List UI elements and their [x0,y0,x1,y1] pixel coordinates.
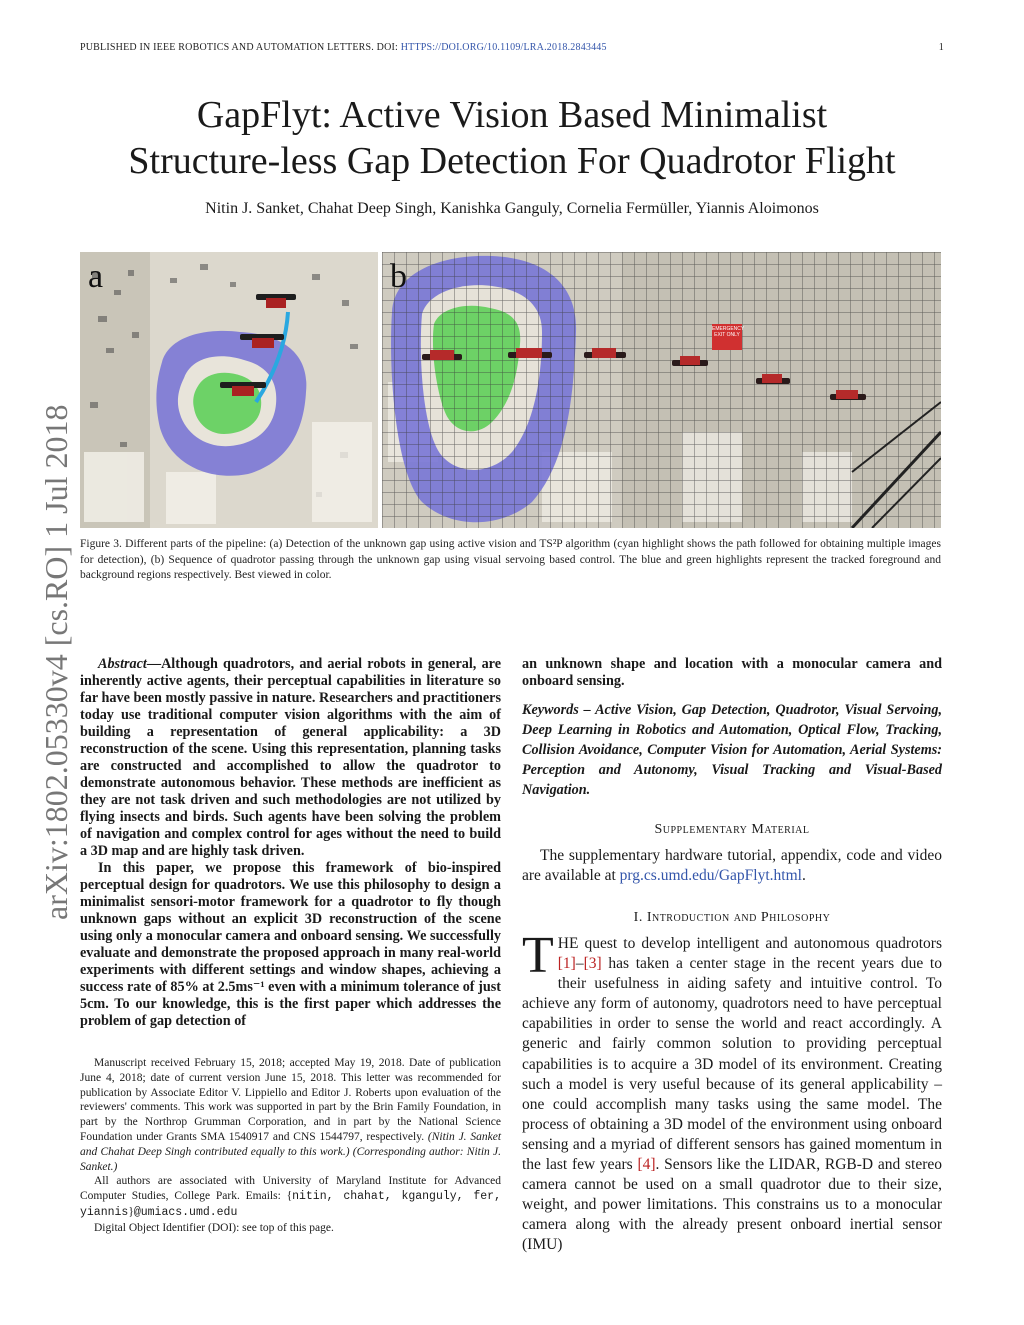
introduction-text [522,927,942,1256]
intro-text-c: . Sensors like the LIDAR, RGB-D and stereo camera cannot be used on a small quadrotor due to their size, weight, and power limitations. This constrains us to a monocular camera along with the already present onboard inertial sensor (IMU) [522,1156,942,1254]
dropcap: T [522,927,554,984]
introduction-heading: I. Introduction and Philosophy [633,910,831,925]
supplementary-text [522,846,942,886]
abstract-text-1: Although quadrotors, and aerial robots in general, are inherently active agents, their perceptual capabilities in literature so far have been mostly passive in nature. Researchers and practitioners today use traditional computer vision algorithms with the aim of building a representation of general applicability: a 3D reconstruction of the scene. Using this representation, planning tasks are constructed and accomplished to allow the quadrotor to demonstrate autonomous behavior. These methods are inefficient as they are not task driven and such methodologies are not utilized by flying insects and birds. Such agents have been solving the problem of navigation and complex control for ages without the need to build a 3D map and are highly task driven. [80,656,501,859]
figure-3 [80,252,941,528]
panel-b-label: b [390,258,407,295]
figure-caption: Figure 3. Different parts of the pipeline: (a) Detection of the unknown gap using active vision and TS²P algorithm (cyan highlight shows the path followed for obtaining multiple images for detection), (b) Sequence of quadrotor passing through the unknown gap using visual servoing based control. The blue and green highlights represent the tracked foreground and background regions respectively. Best viewed in color. [80,538,941,581]
footnote-affiliation [80,1174,501,1220]
running-header [80,42,944,58]
keywords: Keywords – Active Vision, Gap Detection, Quadrotor, Visual Servoing, Deep Learning in Robotics and Automation, Optical Flow, Tracking, Collision Avoidance, Computer Vision for Automation, Aerial Systems: Perception and Autonomy, Visual Tracking and Visual-Based Navigation. [522,702,942,798]
panel-a-image [80,252,378,528]
journal-name: PUBLISHED IN IEEE ROBOTICS AND AUTOMATION LETTERS. DOI: [80,42,399,53]
intro-dash: – [575,955,584,973]
supplementary-body: The supplementary hardware tutorial, appendix, code and video are available at [522,847,942,884]
footnote-contribution-note: (Nitin J. Sanket and Chahat Deep Singh contributed equally to this work.) (Corresponding author: Nitin J. Sanket.) [80,1130,502,1173]
sign-line-2: EXIT ONLY [714,332,740,338]
intro-text-b: has taken a center stage in the recent years due to their usefulness in aiding safety and intuitive control. To achieve any form of autonomy, quadrotors need to have perceptual capabilities in order to sense the world and react accordingly. A generic and fairly common solution to providing perceptual capabilities is to acquire a 3D model of its environment. Creating such a model is very useful because of its general applicability – one could accomplish many tasks using the same model. The process of obtaining a 3D model of the environment using onboard sensing and a myriad of different sensors has gained momentum in the last few years [522,955,942,1174]
footnote [80,1056,501,1236]
panel-b-image [382,252,941,528]
sign-line-1: EMERGENCY [712,326,745,332]
intro-first-word: HE [557,935,579,952]
title-line-2: Structure-less Gap Detection For Quadrotor Flight [128,140,896,182]
page-number: 1 [938,42,944,53]
footnote-brace: } [128,1205,134,1218]
intro-text-a: quest to develop intelligent and autonomous quadrotors [578,935,942,952]
supplementary-link[interactable]: prg.cs.umd.edu/GapFlyt.html [619,867,802,884]
emergency-exit-sign [712,326,745,338]
doi-link[interactable]: HTTPS://DOI.ORG/10.1109/LRA.2018.2843445 [400,42,607,53]
figure-panel-a [80,252,378,528]
abstract-label: Abstract [98,656,147,672]
supplementary-heading: Supplementary Material [654,822,810,837]
author-list: Nitin J. Sanket, Chahat Deep Singh, Kanishka Ganguly, Cornelia Fermüller, Yiannis Aloimonos [205,200,819,217]
footnote-manuscript-text: Manuscript received February 15, 2018; accepted May 19, 2018. Date of publication June 4, 2018; date of current version June 15, 2018. This letter was recommended for publication by Associate Editor V. Lippiello and Editor J. Roberts upon evaluation of the reviewers' comments. This work was supported in part by the Brin Family Foundation, in part by the Northrop Grumman Corporation, and in part by the National Science Foundation under Grants SMA 1540917 and CNS 1544797, respectively. [80,1057,501,1143]
footnote-doi: Digital Object Identifier (DOI): see top of this page. [94,1221,334,1234]
panel-a-label: a [88,258,104,295]
paper-title [60,92,964,184]
citation-3[interactable]: [3] [583,955,602,973]
footnote-emails: nitin, chahat, kganguly, fer, yiannis [80,1190,501,1219]
citation-4[interactable]: [4] [637,1156,656,1174]
footnote-email-domain: @umiacs.umd.edu [133,1205,238,1219]
footnote-affiliation-text: All authors are associated with University of Maryland Institute for Advanced Computer Studies, College Park. Emails: { [80,1175,501,1203]
abstract-paragraph-2: In this paper, we propose this framework of bio-inspired perceptual design for quadrotors. We use this philosophy to design a minimalist sensori-motor framework for a quadrotor to fly though unknown gaps without an explicit 3D reconstruction of the scene using only a monocular camera and onboard sensing. We successfully evaluate and demonstrate the proposed approach in many real-world experiments with different settings and window shapes, achieving a success rate of 85% at 2.5ms⁻¹ even with a minimum tolerance of just 5cm. To our knowledge, this is the first paper which addresses the problem of gap detection of [80,860,501,1029]
abstract [80,656,501,1030]
figure-panel-b [382,252,941,528]
supplementary-end: . [801,867,806,884]
title-line-1: GapFlyt: Active Vision Based Minimalist [196,94,828,136]
citation-1[interactable]: [1] [557,955,576,973]
arxiv-watermark: arXiv:1802.05330v4 [cs.RO] 1 Jul 2018 [38,404,74,920]
footnote-manuscript [80,1056,501,1174]
abstract-paragraph-1: Abstract—Although quadrotors, and aerial robots in general, are inherently active agents, their perceptual capabilities in literature so far have been mostly passive in nature. Researchers and practitioners today use traditional computer vision algorithms with the aim of building a representation of general applicability: a 3D reconstruction of the scene. Using this representation, planning tasks are constructed and accomplished to allow the quadrotor to demonstrate autonomous behavior. These methods are inefficient as they are not task driven and such methodologies are not utilized by flying insects and birds. Such agents have been solving the problem of navigation and complex control for ages without the need to build a 3D map and are highly task driven. [80,656,501,859]
abstract-continued: an unknown shape and location with a monocular camera and onboard sensing. [522,656,942,689]
